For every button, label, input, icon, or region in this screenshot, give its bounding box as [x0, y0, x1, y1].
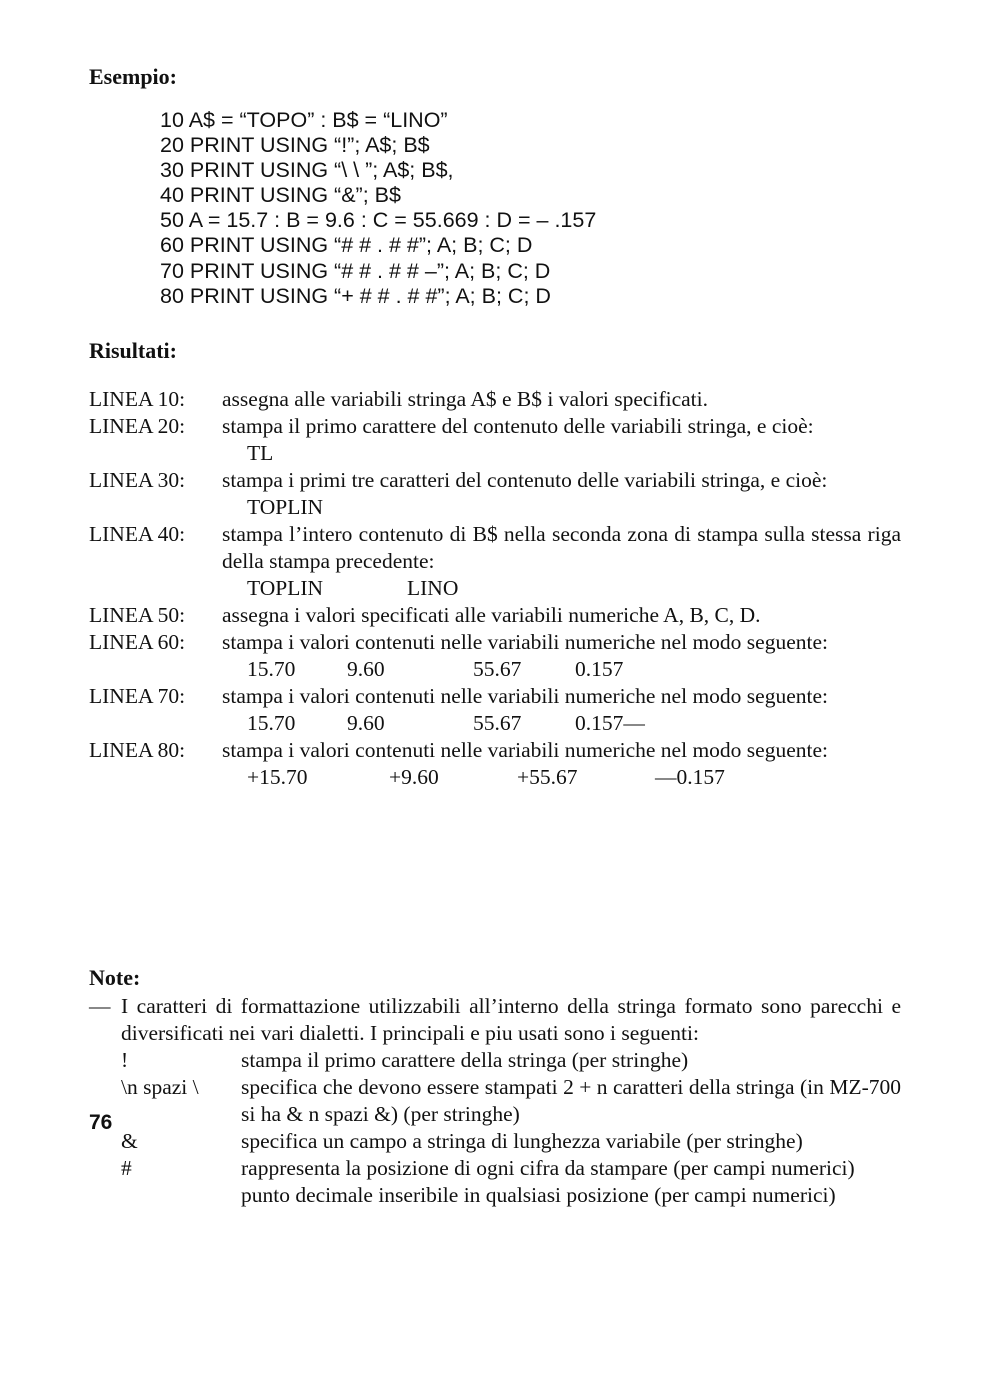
code-line: 20 PRINT USING “!”; A$; B$: [160, 133, 430, 158]
result-label: LINEA 80:: [89, 738, 186, 762]
format-item: [121, 1128, 901, 1155]
output-value: 55.67: [473, 657, 522, 681]
result-item: [89, 602, 901, 629]
code-line: 80 PRINT USING “+ # # . # #”; A; B; C; D: [160, 283, 551, 308]
note-item: [89, 993, 901, 1047]
code-line: 50 A = 15.7 : B = 9.6 : C = 55.669 : D = – .157: [160, 208, 597, 233]
format-symbol: [121, 1182, 241, 1209]
result-output: [247, 575, 901, 602]
dash-marker: —: [89, 994, 111, 1018]
result-output: [247, 440, 901, 467]
notes-section: [89, 993, 901, 1209]
code-line: 60 PRINT USING “# # . # #”; A; B; C; D: [160, 233, 533, 258]
output-value: —0.157: [655, 765, 725, 789]
format-description: stampa il primo carattere della stringa (per stringhe): [241, 1048, 689, 1072]
output-value: +9.60: [389, 765, 439, 789]
output-value: +55.67: [517, 765, 578, 789]
result-description: stampa i primi tre caratteri del contenuto delle variabili stringa, e cioè:: [222, 468, 828, 492]
format-description: specifica che devono essere stampati 2 + n caratteri della stringa (in MZ-700 si ha & n spazi &) (per stringhe): [241, 1075, 901, 1126]
code-line: 70 PRINT USING “# # . # # –”; A; B; C; D: [160, 258, 551, 283]
output-value: TL: [247, 441, 274, 465]
result-label: LINEA 10:: [89, 387, 186, 411]
result-description: stampa i valori contenuti nelle variabili numeriche nel modo seguente:: [222, 684, 828, 708]
output-value: 55.67: [473, 711, 522, 735]
code-line: 40 PRINT USING “&”; B$: [160, 183, 401, 208]
result-description: assegna i valori specificati alle variabili numeriche A, B, C, D.: [222, 603, 761, 627]
result-item: [89, 629, 901, 656]
output-value: 15.70: [247, 657, 296, 681]
format-description: punto decimale inseribile in qualsiasi posizione (per campi numerici): [241, 1183, 836, 1207]
output-value: 0.157—: [575, 711, 645, 735]
result-output: [247, 710, 901, 737]
format-description: rappresenta la posizione di ogni cifra da stampare (per campi numerici): [241, 1156, 855, 1180]
notes-heading: Note:: [89, 965, 141, 990]
output-value: +15.70: [247, 765, 308, 789]
result-label: LINEA 60:: [89, 630, 186, 654]
output-value: 15.70: [247, 711, 296, 735]
output-value: TOPLIN: [247, 576, 324, 600]
results-heading: Risultati:: [89, 338, 177, 363]
result-label: LINEA 70:: [89, 684, 186, 708]
format-item: [121, 1182, 901, 1209]
example-heading: Esempio:: [89, 64, 177, 89]
result-item: [89, 386, 901, 413]
results-list: [89, 386, 901, 791]
page-number: 76: [89, 1111, 113, 1134]
result-label: LINEA 30:: [89, 468, 186, 492]
result-description: stampa il primo carattere del contenuto delle variabili stringa, e cioè:: [222, 414, 814, 438]
result-description: stampa i valori contenuti nelle variabili numeriche nel modo seguente:: [222, 630, 828, 654]
output-value: LINO: [407, 576, 459, 600]
result-label: LINEA 20:: [89, 414, 186, 438]
result-description: stampa l’intero contenuto di B$ nella seconda zona di stampa sulla stessa riga della stampa precedente:: [222, 522, 901, 573]
result-description: assegna alle variabili stringa A$ e B$ i valori specificati.: [222, 387, 708, 411]
format-symbol: #: [121, 1156, 132, 1180]
output-value: TOPLIN: [247, 495, 324, 519]
result-label: LINEA 40:: [89, 522, 186, 546]
output-value: 9.60: [347, 711, 385, 735]
output-value: 9.60: [347, 657, 385, 681]
code-line: 30 PRINT USING “\ \ ”; A$; B$,: [160, 158, 454, 183]
output-value: 0.157: [575, 657, 624, 681]
format-item: [121, 1074, 901, 1128]
result-output: [247, 494, 901, 521]
result-output: [247, 656, 901, 683]
code-line: 10 A$ = “TOPO” : B$ = “LINO”: [160, 108, 448, 132]
note-text: I caratteri di formattazione utilizzabili all’interno della stringa formato sono parecchi e diversificati nei vari dialetti. I principali e piu usati sono i seguenti:: [121, 994, 901, 1045]
result-item: [89, 683, 901, 710]
result-item: [89, 521, 901, 575]
format-symbol: \n spazi \: [121, 1075, 199, 1099]
result-item: [89, 737, 901, 764]
format-description: specifica un campo a stringa di lunghezza variabile (per stringhe): [241, 1129, 803, 1153]
result-item: [89, 413, 901, 440]
result-item: [89, 467, 901, 494]
result-output: [247, 764, 901, 791]
format-symbol: &: [121, 1129, 138, 1153]
result-label: LINEA 50:: [89, 603, 186, 627]
result-description: stampa i valori contenuti nelle variabili numeriche nel modo seguente:: [222, 738, 828, 762]
format-symbol: !: [121, 1048, 129, 1072]
format-item: [121, 1155, 901, 1182]
code-listing: [160, 108, 596, 309]
format-item: [121, 1047, 901, 1074]
